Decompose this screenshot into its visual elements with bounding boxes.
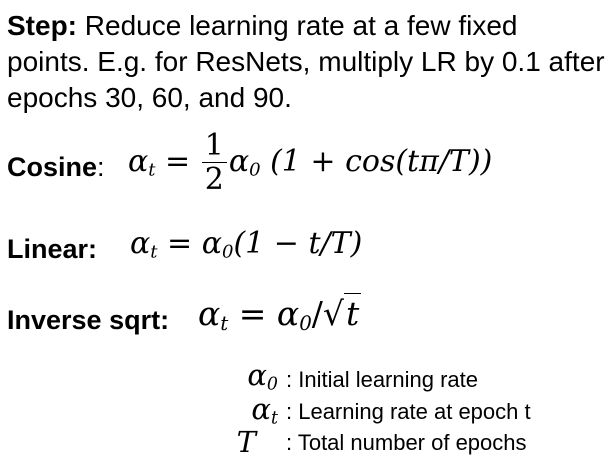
inverse-sqrt-radical — [323, 294, 361, 333]
cosine-row — [7, 152, 105, 183]
linear-equals: = — [167, 226, 193, 261]
linear-rest: (1 − t/T) — [233, 226, 363, 261]
inverse-sqrt-equals: = — [238, 294, 267, 333]
step-paragraph — [7, 8, 607, 116]
inverse-sqrt-label: Inverse sqrt: — [7, 305, 170, 335]
step-text: Reduce learning rate at a few fixed points. E.g. for ResNets, multiply LR by 0.1 after epochs 30, 60, and 90. — [7, 10, 605, 113]
cosine-alpha-0: $\alpha_0$ — [228, 143, 261, 181]
linear-alpha-t: $\alpha_t$ — [130, 226, 158, 263]
radical-sign: √ — [322, 294, 344, 333]
legend-symbol-alpha-t: $\alpha_t$ — [251, 392, 278, 429]
inverse-sqrt-alpha-0: $\alpha_0$ — [276, 294, 312, 335]
cosine-label: Cosine — [7, 152, 98, 182]
legend-text-lr-at-epoch: : Learning rate at epoch t — [286, 399, 531, 424]
legend-symbol-alpha-0: $\alpha_0$ — [247, 358, 278, 395]
step-label: Step: — [7, 10, 77, 41]
legend-text-initial-lr: : Initial learning rate — [286, 367, 478, 392]
inverse-sqrt-alpha-t: $\alpha_t$ — [198, 294, 229, 335]
inverse-sqrt-slash: / — [311, 294, 323, 333]
cosine-frac-num: 1 — [202, 130, 227, 163]
linear-formula — [130, 226, 362, 263]
cosine-formula — [128, 130, 492, 196]
inverse-sqrt-formula — [198, 294, 361, 335]
legend-symbol-T: T — [236, 425, 256, 459]
linear-label: Linear: — [7, 234, 98, 264]
inverse-sqrt-row — [7, 305, 169, 336]
linear-alpha-0: $\alpha_0$ — [201, 226, 234, 263]
cosine-rest: (1 + cos(tπ/T)) — [270, 143, 493, 179]
legend-text-total-epochs: : Total number of epochs — [286, 430, 527, 455]
linear-row — [7, 234, 97, 265]
cosine-alpha-t: $\alpha_t$ — [128, 143, 156, 181]
cosine-fraction — [202, 130, 227, 196]
cosine-equals: = — [165, 143, 191, 179]
cosine-colon: : — [97, 152, 105, 182]
cosine-frac-den: 2 — [204, 161, 224, 197]
radicand: t — [345, 294, 360, 333]
